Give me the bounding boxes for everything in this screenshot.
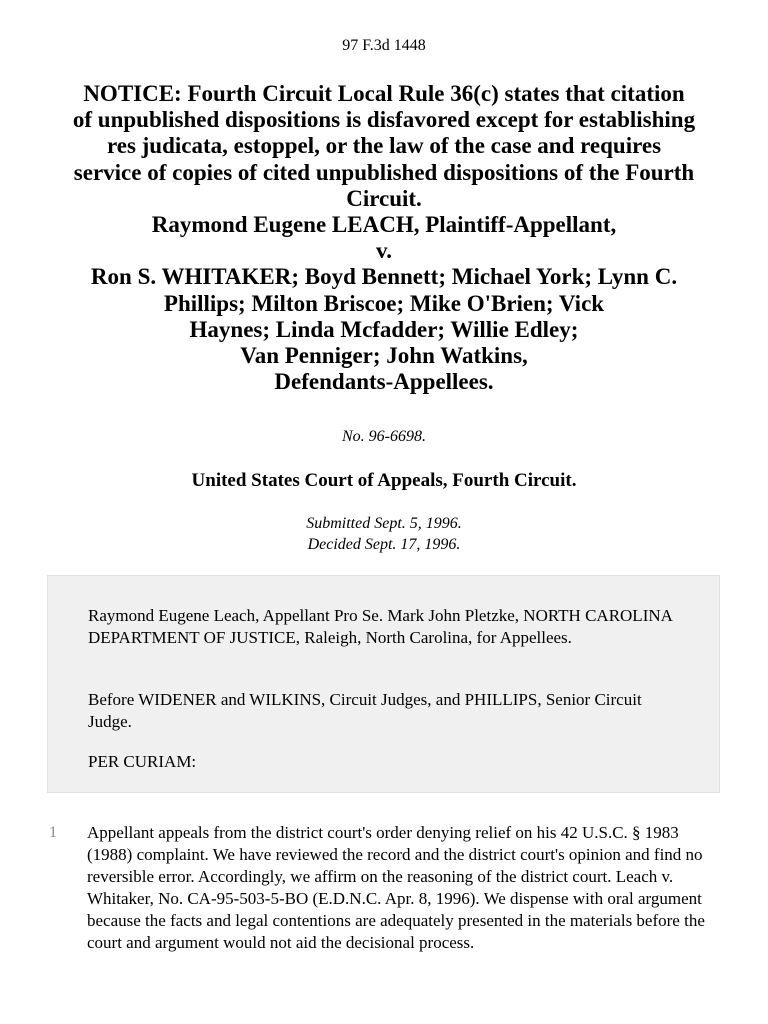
defendant-line: Ron S. WHITAKER; Boyd Bennett; Michael York; Lynn C. (90, 264, 678, 290)
versus-line: v. (376, 238, 392, 264)
counsel-text: Raymond Eugene Leach, Appellant Pro Se. Mark John Pletzke, NORTH CAROLINA DEPARTMENT OF JUSTICE, Raleigh, North Carolina, for Appellees. (88, 606, 672, 647)
court-name: United States Court of Appeals, Fourth Circuit. (191, 470, 577, 491)
defendant-line: Van Penniger; John Watkins, (240, 343, 528, 369)
paragraph-number: 1 (49, 824, 57, 841)
case-dates (0, 513, 768, 555)
counsel-info-box (47, 575, 720, 793)
per-curiam-label: PER CURIAM: (88, 752, 197, 771)
judges-text: Before WIDENER and WILKINS, Circuit Judges, and PHILLIPS, Senior Circuit Judge. (88, 690, 642, 731)
docket-number: No. 96-6698. (342, 428, 426, 445)
decided-date: Decided Sept. 17, 1996. (307, 536, 461, 553)
case-citation: 97 F.3d 1448 (342, 37, 426, 54)
notice-line: res judicata, estoppel, or the law of the case and requires (106, 133, 662, 159)
notice-line: service of copies of cited unpublished dispositions of the Fourth (73, 159, 695, 185)
notice-line: of unpublished dispositions is disfavored except for establishing (72, 107, 696, 133)
defendant-line: Defendants-Appellees. (274, 369, 494, 395)
notice-line: NOTICE: Fourth Circuit Local Rule 36(c) states that citation (83, 81, 685, 106)
paragraph-text: Appellant appeals from the district court's order denying relief on his 42 U.S.C. § 1983 (1988) complaint. We have reviewed the record and the district court's opinion and find no reversible error. Accordingly, we affirm on the reasoning of the district court. Leach v. Whitaker, No. CA-95-503-5-BO (E.D.N.C. Apr. 8, 1996). We dispense with oral argument because the facts and legal contentions are adequately presented in the materials before the court and argument would not aid the decisional process. (87, 823, 705, 952)
defendant-line: Haynes; Linda Mcfadder; Willie Edley; (189, 316, 579, 342)
defendant-line: Phillips; Milton Briscoe; Mike O'Brien; Vick (163, 290, 605, 316)
notice-line: Circuit. (346, 185, 422, 211)
submitted-date: Submitted Sept. 5, 1996. (306, 515, 462, 532)
case-title (40, 81, 728, 395)
plaintiff-line: Raymond Eugene LEACH, Plaintiff-Appellant, (151, 212, 617, 238)
